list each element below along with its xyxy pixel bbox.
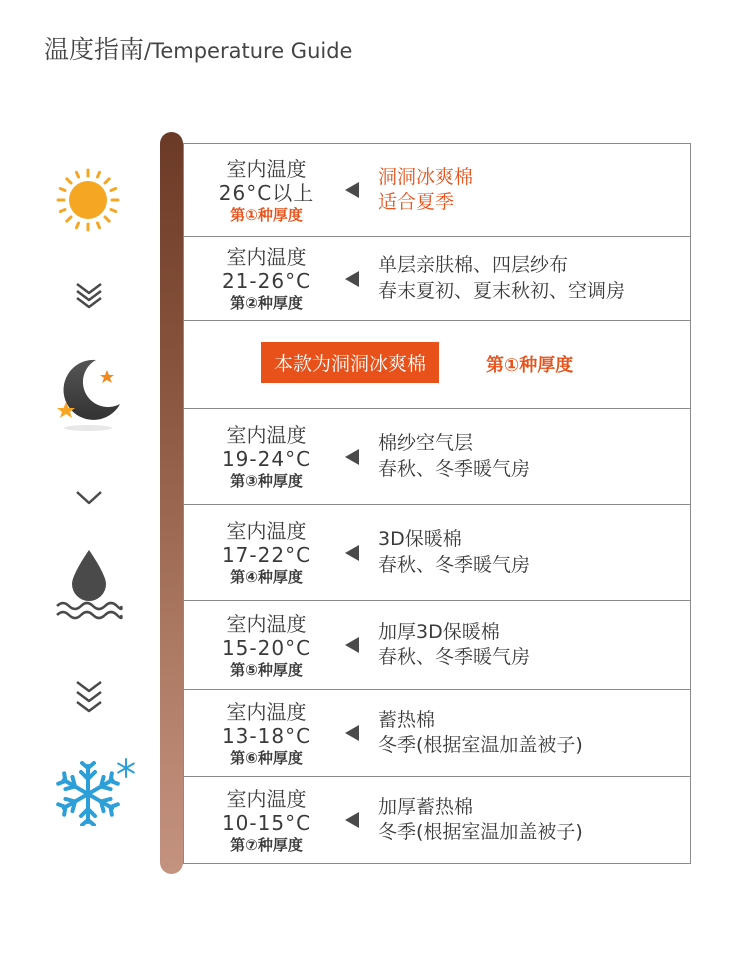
current-product-badge: 本款为洞洞冰爽棉 bbox=[261, 342, 439, 383]
material-season: 春秋、冬季暖气房 bbox=[378, 457, 531, 480]
water-drop-icon bbox=[55, 548, 123, 620]
triangle-left-icon bbox=[345, 271, 359, 287]
temp-range: 15-20°C bbox=[221, 635, 312, 660]
table-row bbox=[184, 237, 690, 321]
temperature-cell bbox=[184, 144, 349, 236]
highlight-row bbox=[184, 321, 690, 409]
material-season: 适合夏季 bbox=[378, 191, 455, 213]
snowflake-icon bbox=[56, 756, 138, 826]
temp-label: 室内温度 bbox=[226, 245, 307, 269]
temperature-cell bbox=[184, 777, 349, 863]
material-season: 冬季(根据室温加盖被子) bbox=[378, 734, 583, 756]
triangle-left-icon bbox=[345, 725, 359, 741]
thickness-level: 第⑤种厚度 bbox=[230, 660, 303, 679]
temp-range: 13-18°C bbox=[221, 723, 312, 748]
temp-range: 26°C以上 bbox=[218, 180, 315, 205]
table-row bbox=[184, 601, 690, 690]
triangle-left-icon bbox=[345, 812, 359, 828]
temperature-cell bbox=[184, 690, 349, 776]
page-title-cn: 温度指南 bbox=[44, 35, 145, 64]
temp-range: 17-22°C bbox=[221, 543, 312, 567]
material-cell bbox=[378, 601, 530, 689]
temp-label: 室内温度 bbox=[226, 519, 307, 543]
moon-star-icon bbox=[52, 352, 126, 434]
triple-chevron-down-icon bbox=[74, 280, 104, 310]
triple-chevron-down-icon bbox=[74, 678, 104, 714]
temp-label: 室内温度 bbox=[226, 156, 307, 181]
temperature-cell bbox=[184, 601, 349, 689]
material-cell bbox=[378, 237, 625, 320]
material-season: 春秋、冬季暖气房 bbox=[378, 646, 531, 668]
thickness-level: 第①种厚度 bbox=[230, 205, 303, 224]
thickness-level: 第④种厚度 bbox=[230, 568, 303, 586]
temp-label: 室内温度 bbox=[226, 699, 307, 724]
table-row bbox=[184, 409, 690, 505]
table-row bbox=[184, 690, 690, 777]
material-cell bbox=[378, 505, 530, 600]
temp-range: 19-24°C bbox=[221, 447, 312, 471]
temp-label: 室内温度 bbox=[226, 611, 307, 636]
thickness-level: 第②种厚度 bbox=[230, 294, 303, 312]
page-title bbox=[44, 30, 352, 66]
material-name: 蓄热棉 bbox=[378, 708, 436, 731]
temp-label: 室内温度 bbox=[226, 423, 307, 447]
triangle-left-icon bbox=[345, 449, 359, 465]
temp-range: 21-26°C bbox=[221, 269, 312, 293]
table-row bbox=[184, 144, 690, 237]
temp-range: 10-15°C bbox=[221, 810, 312, 835]
material-name: 加厚蓄热棉 bbox=[378, 795, 474, 818]
material-season: 春秋、冬季暖气房 bbox=[378, 553, 531, 576]
chevron-down-icon bbox=[74, 488, 104, 508]
temperature-cell bbox=[184, 409, 349, 504]
material-cell bbox=[378, 777, 583, 863]
material-cell bbox=[378, 409, 530, 504]
material-cell bbox=[378, 144, 473, 236]
temperature-cell bbox=[184, 237, 349, 320]
thickness-level: 第③种厚度 bbox=[230, 472, 303, 490]
thickness-level: 第⑦种厚度 bbox=[230, 835, 303, 854]
triangle-left-icon bbox=[345, 545, 359, 561]
material-cell bbox=[378, 690, 583, 776]
material-name: 单层亲肤棉、四层纱布 bbox=[378, 254, 569, 277]
temperature-gradient-bar bbox=[160, 132, 183, 874]
thickness-level: 第⑥种厚度 bbox=[230, 748, 303, 767]
table-row bbox=[184, 505, 690, 601]
page-title-en: /Temperature Guide bbox=[144, 39, 353, 63]
material-name: 洞洞冰爽棉 bbox=[378, 165, 474, 188]
table-row bbox=[184, 777, 690, 863]
temperature-cell bbox=[184, 505, 349, 600]
material-name: 加厚3D保暖棉 bbox=[378, 620, 500, 643]
temp-label: 室内温度 bbox=[226, 786, 307, 811]
material-season: 春末夏初、夏末秋初、空调房 bbox=[378, 279, 626, 302]
temperature-table bbox=[183, 143, 691, 864]
triangle-left-icon bbox=[345, 637, 359, 653]
material-season: 冬季(根据室温加盖被子) bbox=[378, 821, 583, 843]
material-name: 3D保暖棉 bbox=[378, 528, 462, 551]
triangle-left-icon bbox=[345, 182, 359, 198]
material-name: 棉纱空气层 bbox=[378, 432, 474, 455]
current-product-thickness: 第①种厚度 bbox=[486, 355, 574, 376]
sun-icon bbox=[56, 168, 120, 232]
